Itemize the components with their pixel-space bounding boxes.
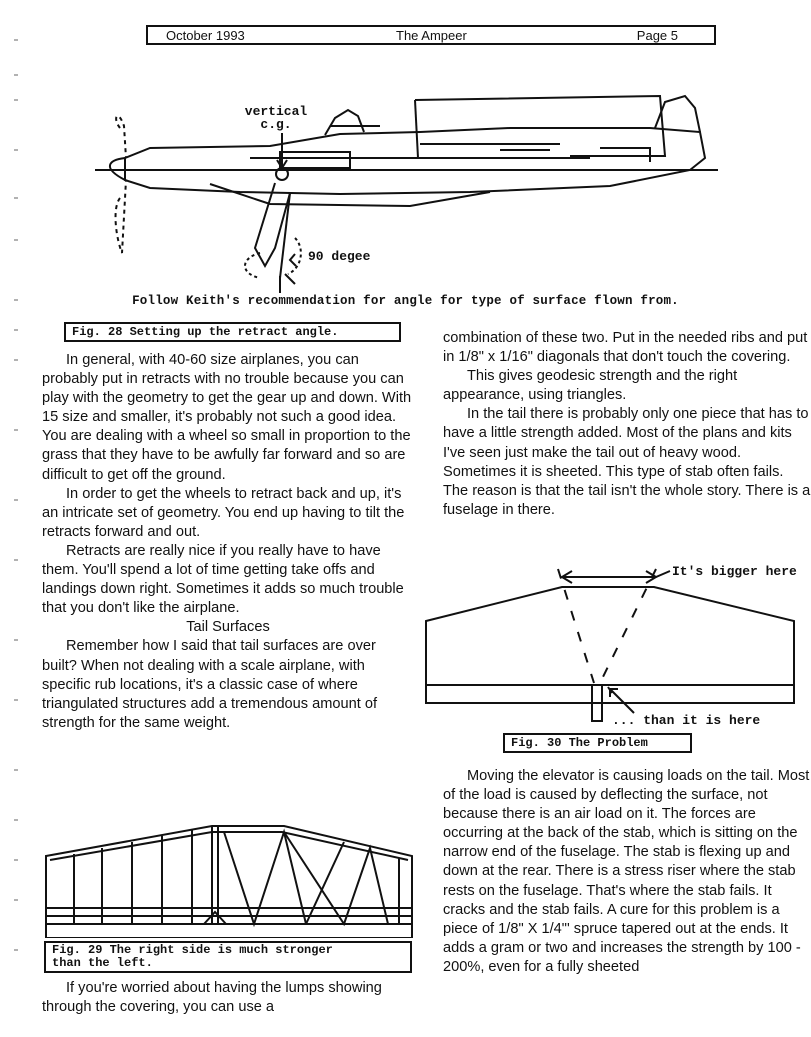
- label-bigger-here: It's bigger here: [672, 564, 797, 579]
- right-paragraph-2: This gives geodesic strength and the right appearance, using triangles.: [443, 368, 738, 404]
- fig29-caption-line-2: than the left.: [52, 956, 153, 970]
- left-paragraph-1: In general, with 40-60 size airplanes, you can probably put in retracts with no trouble because you can play with the geometry to get the gear up and down. With 15 size and smaller, it's probably not such a good idea. You are dealing with a wheel so small in proportion to the grass that they have to be awfully far forward and so are difficult to get off the ground.: [42, 352, 412, 483]
- left-column: [42, 351, 414, 733]
- fig28-caption: Fig. 28 Setting up the retract angle.: [64, 322, 401, 342]
- header-date: October 1993: [166, 28, 245, 43]
- left-paragraph-2: In order to get the wheels to retract back and up, it's an intricate set of geometry. You end up having to tilt the retracts forward and out.: [42, 485, 405, 540]
- right-column-bottom: [443, 767, 811, 977]
- left-paragraph-3: Retracts are really nice if you really have to have them. You'll spend a lot of time getting take offs and landings down right. Sometimes it adds so much trouble that you don't like the airplane.: [42, 542, 404, 617]
- label-cg: c.g.: [260, 117, 292, 132]
- fig29-caption-line-1: Fig. 29 The right side is much stronger: [52, 943, 333, 957]
- left-paragraph-4: Remember how I said that tail surfaces are over built? When not dealing with a scale airplane, with specific rub locations, it's a classic case of where triangulated structures add a tremendous amount of strength for the same weight.: [42, 638, 378, 731]
- stab-problem-diagram: [424, 563, 811, 731]
- right-paragraph-3: In the tail there is probably only one piece that has to have a little strength added. Most of the plans and kits I've seen just make the tail out of heavy wood. Sometimes it is sheeted. This type of stab often fails. The reason is that the tail isn't the whole story. There is a fuselage in there.: [443, 406, 811, 518]
- right-paragraph-4: Moving the elevator is causing loads on the tail. Most of the load is caused by deflecting the surface, not because there is an air load on it. The forces are occurring at the back of the stab, which is sitting on the narrow end of the fuselage. The stab is flexing up and down at the rear. There is a stress riser where the stab rests on the fuselage. That's where the stab fails. It cracks and the stab fails. A cure for this problem is a piece of 1/8" X 1/4"' spruce tapered out at the ends. It adds a gram or two and increases the strength by 100 - 200%, even for a fully sheeted: [443, 768, 810, 975]
- right-paragraph-1: combination of these two. Put in the needed ribs and put in 1/8" x 1/16" diagonals that don't touch the covering.: [443, 330, 808, 366]
- label-90-degree: 90 degee: [308, 249, 371, 264]
- left-column-bottom: [42, 979, 414, 1017]
- fig30-caption: Fig. 30 The Problem: [503, 733, 692, 753]
- header-page: Page 5: [636, 28, 678, 43]
- airplane-retract-diagram: [90, 88, 720, 298]
- section-heading-tail-surfaces: Tail Surfaces: [186, 619, 270, 636]
- page-header: [146, 25, 716, 45]
- label-than-here: ... than it is here: [612, 713, 761, 728]
- label-vertical: vertical: [244, 104, 308, 119]
- fig29-caption: [44, 941, 412, 973]
- right-column: [443, 329, 811, 520]
- margin-marks: [0, 0, 30, 1037]
- left-paragraph-bottom: If you're worried about having the lumps showing through the covering, you can use a: [42, 980, 382, 1016]
- header-title: The Ampeer: [396, 28, 467, 43]
- tail-truss-diagram: [44, 820, 414, 938]
- figure-top-caption: Follow Keith's recommendation for angle for type of surface flown from.: [132, 294, 679, 308]
